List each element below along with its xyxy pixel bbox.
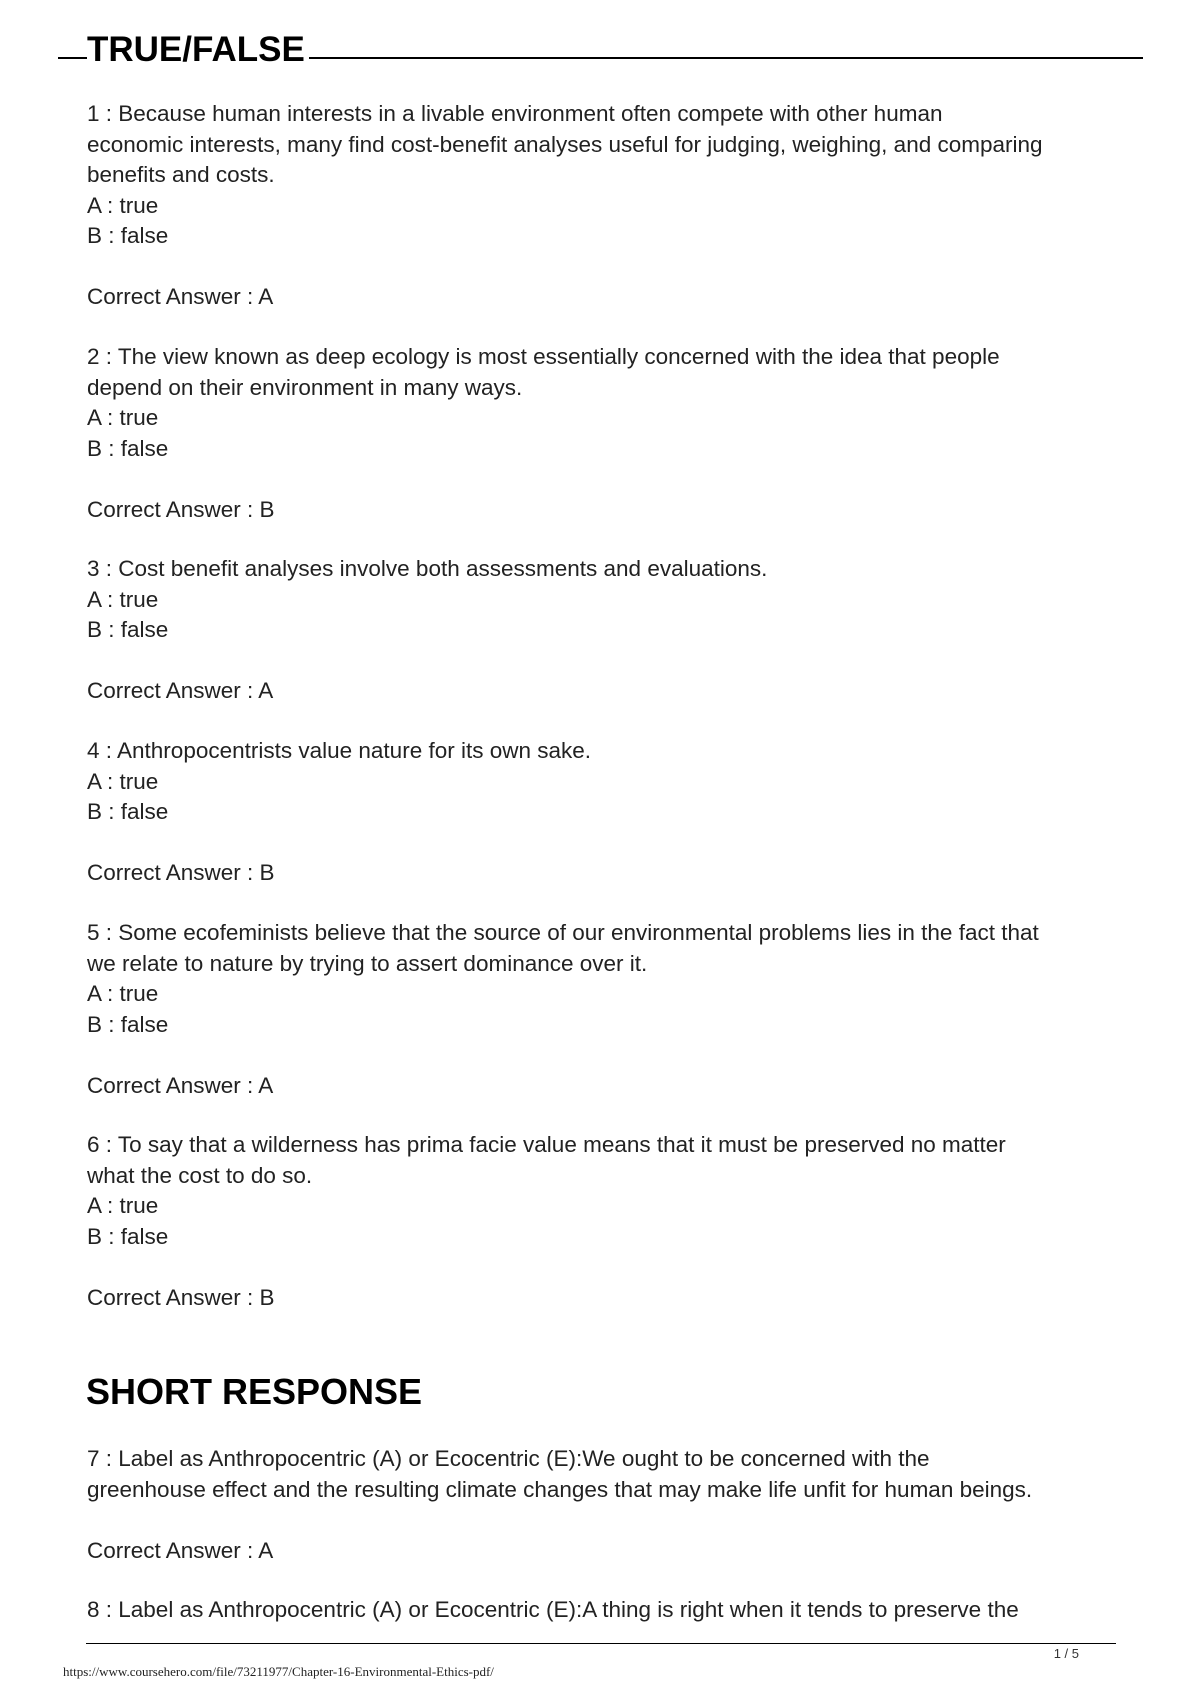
question-text: we relate to nature by trying to assert dominance over it. bbox=[87, 950, 648, 976]
correct-answer: Correct Answer : A bbox=[87, 1537, 274, 1563]
question-text: 5 : Some ecofeminists believe that the source of our environmental problems lies in the fact that bbox=[87, 920, 1039, 945]
question-3 bbox=[87, 554, 1122, 707]
question-6 bbox=[87, 1130, 1122, 1313]
question-text: 2 : The view known as deep ecology is most essentially concerned with the idea that people bbox=[87, 344, 1000, 369]
question-text: what the cost to do so. bbox=[87, 1162, 313, 1188]
option-b: B : false bbox=[87, 1011, 169, 1037]
question-text: 7 : Label as Anthropocentric (A) or Ecocentric (E):We ought to be concerned with the bbox=[87, 1446, 930, 1471]
question-text: 1 : Because human interests in a livable environment often compete with other human bbox=[87, 101, 943, 126]
correct-answer: Correct Answer : B bbox=[87, 860, 275, 885]
question-text: greenhouse effect and the resulting climate changes that may make life unfit for human beings. bbox=[87, 1476, 1033, 1502]
option-b: B : false bbox=[87, 223, 169, 248]
question-4 bbox=[87, 736, 1122, 889]
option-b: B : false bbox=[87, 1223, 169, 1249]
question-5 bbox=[87, 918, 1122, 1101]
question-8 bbox=[87, 1595, 1137, 1626]
question-1 bbox=[87, 99, 1122, 313]
option-b: B : false bbox=[87, 799, 169, 824]
option-b: B : false bbox=[87, 435, 169, 461]
section-heading-true-false: TRUE/FALSE bbox=[87, 28, 309, 72]
option-a: A : true bbox=[87, 768, 159, 794]
question-2 bbox=[87, 342, 1122, 525]
correct-answer: Correct Answer : A bbox=[87, 1072, 274, 1098]
correct-answer: Correct Answer : A bbox=[87, 284, 274, 309]
section-heading-short-response: SHORT RESPONSE bbox=[86, 1371, 423, 1412]
option-a: A : true bbox=[87, 405, 159, 430]
option-a: A : true bbox=[87, 586, 159, 612]
option-b: B : false bbox=[87, 617, 169, 642]
question-text: 4 : Anthropocentrists value nature for its own sake. bbox=[87, 738, 592, 763]
question-text: economic interests, many find cost-benefit analyses useful for judging, weighing, and comparing bbox=[87, 131, 1043, 157]
question-text: benefits and costs. bbox=[87, 162, 275, 187]
option-a: A : true bbox=[87, 192, 159, 218]
question-text: 6 : To say that a wilderness has prima facie value means that it must be preserved no matter bbox=[87, 1132, 1006, 1157]
footer-rule bbox=[86, 1643, 1116, 1644]
question-7 bbox=[87, 1444, 1122, 1566]
correct-answer: Correct Answer : B bbox=[87, 496, 275, 522]
correct-answer: Correct Answer : A bbox=[87, 678, 274, 703]
source-url-link[interactable]: https://www.coursehero.com/file/73211977/Chapter-16-Environmental-Ethics-pdf/ bbox=[63, 1664, 494, 1679]
question-text: depend on their environment in many ways. bbox=[87, 374, 523, 400]
option-a: A : true bbox=[87, 1193, 159, 1218]
correct-answer: Correct Answer : B bbox=[87, 1284, 275, 1310]
page-number: 1 / 5 bbox=[1053, 1646, 1079, 1661]
question-text: 8 : Label as Anthropocentric (A) or Ecocentric (E):A thing is right when it tends to preserve the bbox=[87, 1597, 1019, 1622]
question-text: 3 : Cost benefit analyses involve both assessments and evaluations. bbox=[87, 556, 768, 581]
option-a: A : true bbox=[87, 981, 159, 1006]
